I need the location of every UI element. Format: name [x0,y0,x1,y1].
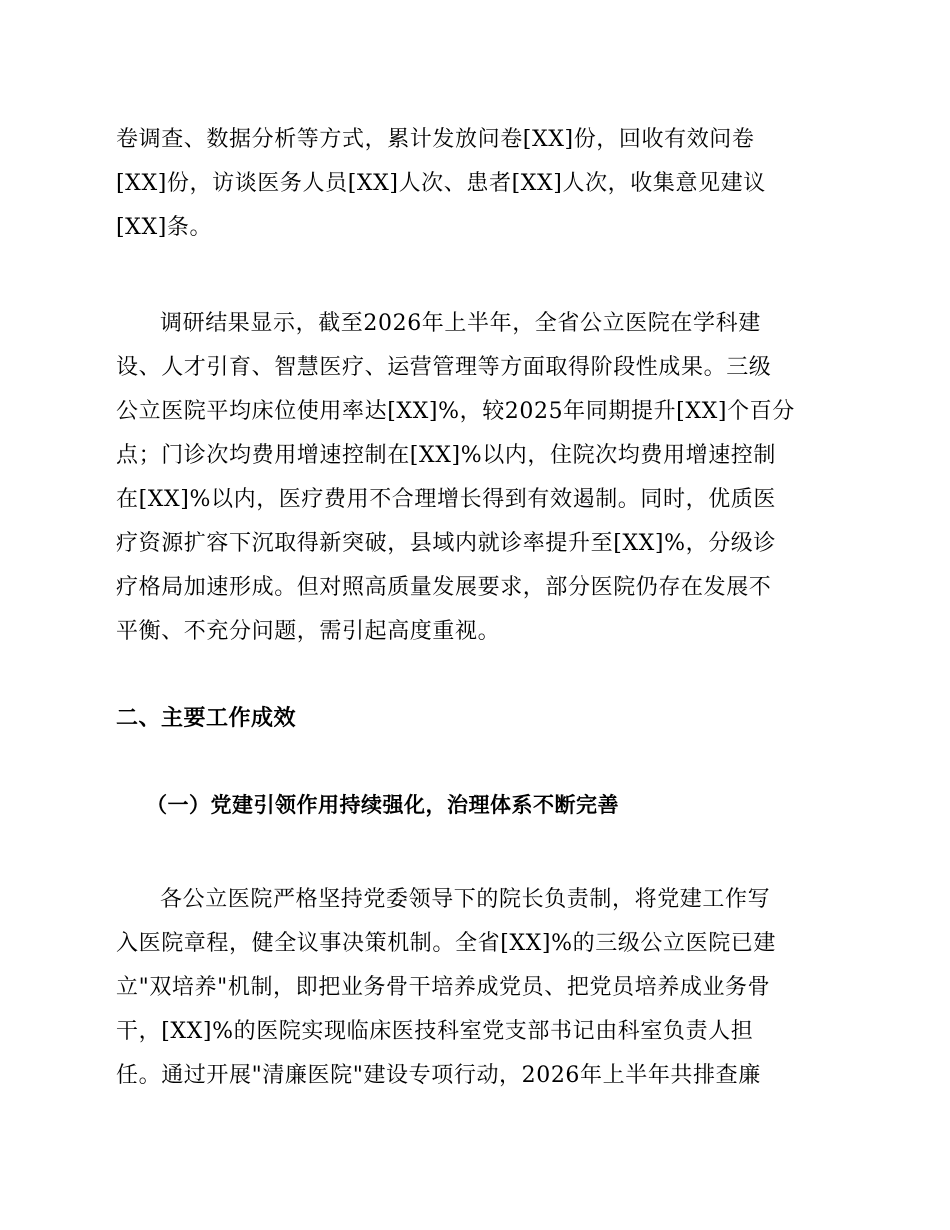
text-line: 设、人才引育、智慧医疗、运营管理等方面取得阶段性成果。三级 [116,355,772,380]
text-line: 调研结果显示，截至2026年上半年，全省公立医院在学科建 [160,311,761,336]
subsection-heading: （一）党建引领作用持续强化，治理体系不断完善 [146,793,619,817]
text-line: 平衡、不充分问题，需引起高度重视。 [116,619,501,644]
text-line: 在[XX]%以内，医疗费用不合理增长得到有效遏制。同时，优质医 [116,487,776,512]
text-line: 各公立医院严格坚持党委领导下的院长负责制，将党建工作写 [160,887,771,912]
text-line: 入医院章程，健全议事决策机制。全省[XX]%的三级公立医院已建 [116,931,776,956]
text-line: 立"双培养"机制，即把业务骨干培养成党员、把党员培养成业务骨 [116,975,771,1000]
text-line: [XX]份，访谈医务人员[XX]人次、患者[XX]人次，收集意见建议 [116,171,766,196]
text-line: [XX]条。 [116,215,213,240]
text-line: 疗资源扩容下沉取得新突破，县域内就诊率提升至[XX]%，分级诊 [116,531,776,556]
text-line: 疗格局加速形成。但对照高质量发展要求，部分医院仍存在发展不 [116,575,772,600]
text-line: 公立医院平均床位使用率达[XX]%，较2025年同期提升[XX]个百分 [116,399,795,424]
text-line: 卷调查、数据分析等方式，累计发放问卷[XX]份，回收有效问卷 [116,127,755,152]
text-line: 任。通过开展"清廉医院"建设专项行动，2026年上半年共排查廉 [116,1063,761,1088]
text-line: 干，[XX]%的医院实现临床医技科室党支部书记由科室负责人担 [116,1019,754,1044]
text-line: 点；门诊次均费用增速控制在[XX]%以内，住院次均费用增速控制 [116,443,776,468]
section-heading: 二、主要工作成效 [116,706,297,731]
